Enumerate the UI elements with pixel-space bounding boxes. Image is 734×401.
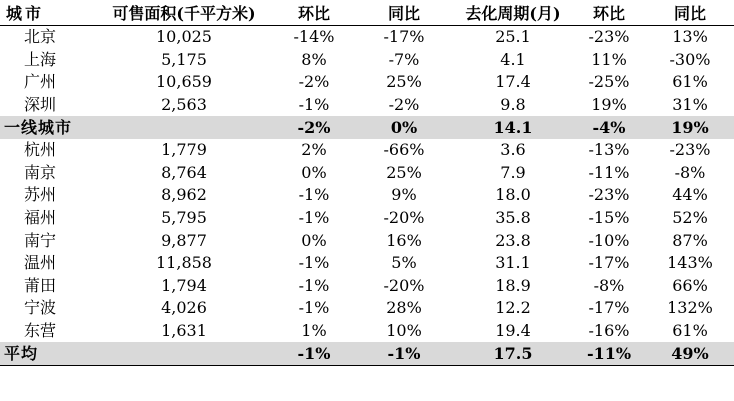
cell-period-yoy: 87% [672,230,708,250]
table-row [0,162,734,185]
cell-period-yoy: 49% [646,342,734,365]
cell-area-mom: -2% [274,116,354,139]
cell-city: 广州 [24,72,57,92]
cell-area [94,116,274,139]
cell-period-yoy: 44% [672,185,708,205]
cell-city: 宁波 [24,298,57,318]
cell-area-mom: -1% [298,253,330,273]
cell-period-mom: -11% [588,162,630,182]
cell-city: 莆田 [24,275,57,295]
cell-area-yoy: -1% [354,342,454,365]
cell-city: 一线城市 [0,116,94,139]
table-row [0,252,734,275]
table-row [0,320,734,343]
table-row [0,49,734,72]
summary-row [0,116,734,139]
cell-area: 5,795 [161,208,207,228]
cell-city: 福州 [24,208,57,228]
cell-period-mom: -23% [588,185,630,205]
cell-period-yoy: 19% [646,116,734,139]
cell-period-mom: -17% [588,298,630,318]
table-row [0,139,734,162]
table-row [0,297,734,320]
table-row [0,229,734,252]
cell-city: 深圳 [24,95,57,115]
cell-area-mom: 0% [301,162,327,182]
cell-period-mom: -16% [588,321,630,341]
cell-city: 南宁 [24,230,57,250]
header-period-mom: 环比 [572,0,646,26]
cell-period-mom: -15% [588,208,630,228]
cell-area-mom: -1% [298,208,330,228]
cell-area-yoy: -20% [383,208,425,228]
cell-period-mom: -4% [572,116,646,139]
cell-period-yoy: 132% [667,298,713,318]
cell-period: 12.2 [495,298,531,318]
table-row [0,207,734,230]
cell-period: 35.8 [495,208,531,228]
table-row [0,275,734,298]
cell-period: 4.1 [500,49,526,69]
cell-period-mom: 11% [591,49,627,69]
cell-area: 1,779 [161,140,207,160]
cell-city: 东营 [24,321,57,341]
header-period-yoy: 同比 [646,0,734,26]
cell-area-yoy: 25% [386,162,422,182]
cell-period-mom: -10% [588,230,630,250]
cell-area-yoy: 16% [386,230,422,250]
cell-area-yoy: 9% [391,185,417,205]
cell-area: 11,858 [156,253,212,273]
cell-period: 17.5 [454,342,572,365]
cell-period: 25.1 [495,27,531,47]
cell-area-yoy: 0% [354,116,454,139]
cell-area: 5,175 [161,49,207,69]
cell-area: 8,962 [161,185,207,205]
header-period: 去化周期(月) [454,0,572,26]
cell-area-yoy: -7% [388,49,420,69]
cell-period-yoy: 61% [672,321,708,341]
cell-area-mom: -1% [274,342,354,365]
cell-area [94,342,274,365]
cell-period-yoy: 143% [667,253,713,273]
cell-area-yoy: 25% [386,72,422,92]
cell-period-yoy: 13% [672,27,708,47]
cell-area-mom: -1% [298,275,330,295]
cell-period-yoy: -23% [669,140,711,160]
cell-area-yoy: -2% [388,95,420,115]
cell-area-mom: -1% [298,95,330,115]
cell-area-yoy: 10% [386,321,422,341]
cell-area-yoy: -17% [383,27,425,47]
table-row [0,26,734,49]
cell-area-yoy: -66% [383,140,425,160]
cell-period: 19.4 [495,321,531,341]
cell-city: 南京 [24,162,57,182]
cell-city: 北京 [24,27,57,47]
cell-period-mom: -17% [588,253,630,273]
cell-area-mom: 2% [301,140,327,160]
table-header [0,0,734,26]
cell-period-mom: -25% [588,72,630,92]
cell-period: 9.8 [500,95,526,115]
cell-area-mom: -1% [298,298,330,318]
cell-area: 2,563 [161,95,207,115]
cell-area-mom: -14% [293,27,335,47]
header-area: 可售面积(千平方米) [94,0,274,26]
cell-period: 3.6 [500,140,526,160]
cell-period: 17.4 [495,72,531,92]
cell-area: 10,025 [156,27,212,47]
cell-period-yoy: -30% [669,49,711,69]
cell-period-yoy: 52% [672,208,708,228]
summary-row [0,342,734,365]
cell-area-mom: 1% [301,321,327,341]
cell-area-mom: 8% [301,49,327,69]
cell-area-yoy: -20% [383,275,425,295]
cell-area-yoy: 5% [391,253,417,273]
cell-period: 23.8 [495,230,531,250]
cell-period: 18.9 [495,275,531,295]
cell-period: 7.9 [500,162,526,182]
cell-area-mom: 0% [301,230,327,250]
cell-area-yoy: 28% [386,298,422,318]
header-row [0,0,734,26]
cell-area: 1,631 [161,321,207,341]
cell-period-mom: 19% [591,95,627,115]
cell-area: 1,794 [161,275,207,295]
cell-city: 苏州 [24,185,57,205]
cell-period: 31.1 [495,253,531,273]
table-row [0,71,734,94]
cell-period: 14.1 [454,116,572,139]
table-body [0,26,734,366]
cell-period-mom: -8% [593,275,625,295]
cell-area: 8,764 [161,162,207,182]
cell-city: 平均 [0,342,94,365]
cell-area-mom: -2% [298,72,330,92]
cell-city: 杭州 [24,140,57,160]
cell-period-yoy: 66% [672,275,708,295]
cell-area-mom: -1% [298,185,330,205]
cell-period-yoy: 61% [672,72,708,92]
cell-period-yoy: -8% [674,162,706,182]
cell-area: 4,026 [161,298,207,318]
cell-period-mom: -23% [588,27,630,47]
cell-period: 18.0 [495,185,531,205]
cell-city: 上海 [24,49,57,69]
header-area-mom: 环比 [274,0,354,26]
cell-area: 9,877 [161,230,207,250]
header-area-yoy: 同比 [354,0,454,26]
table-row [0,94,734,117]
cell-city: 温州 [24,253,57,273]
cell-period-mom: -13% [588,140,630,160]
cell-period-mom: -11% [572,342,646,365]
cell-period-yoy: 31% [672,95,708,115]
header-city: 城市 [0,0,94,26]
cell-area: 10,659 [156,72,212,92]
table-row [0,184,734,207]
